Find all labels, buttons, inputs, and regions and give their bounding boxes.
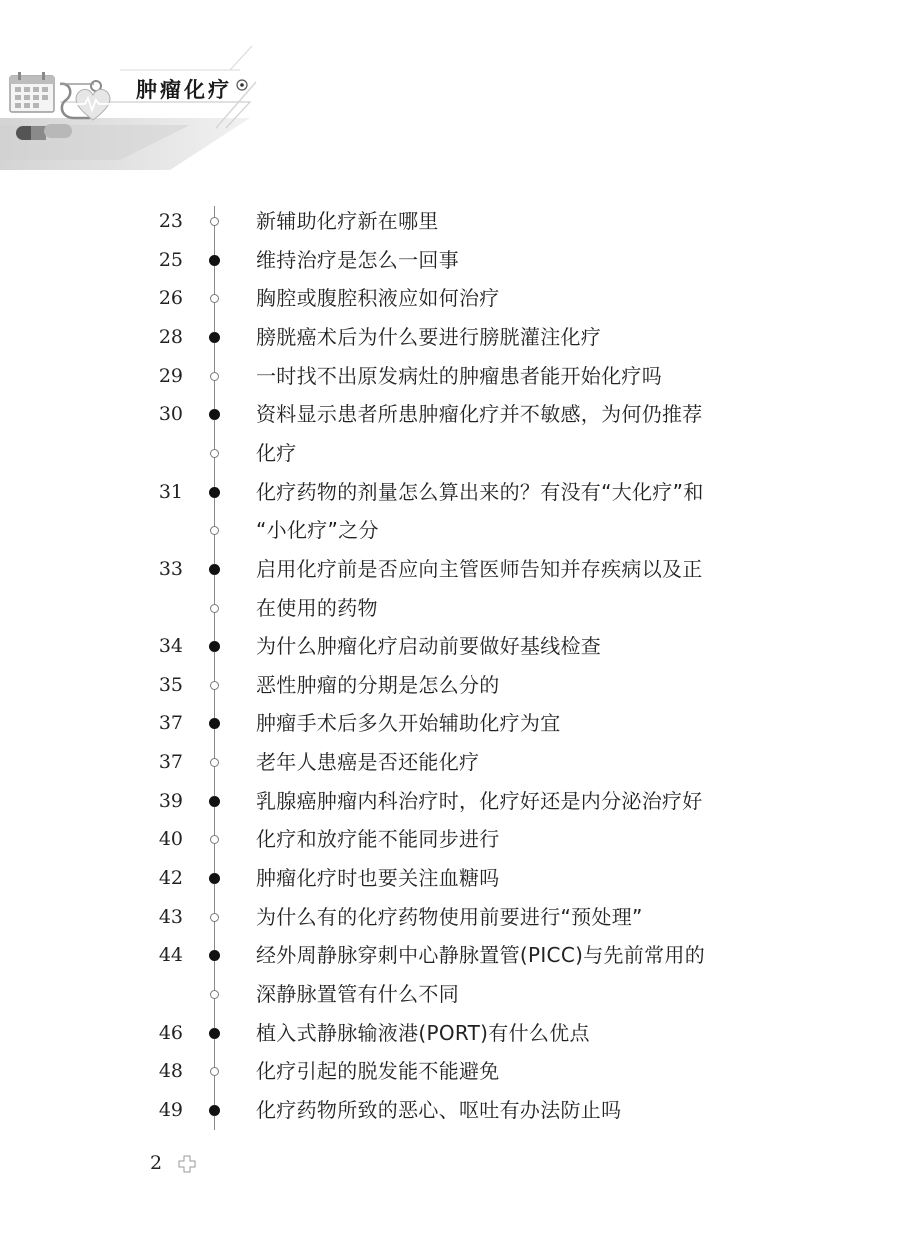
- toc-entry[interactable]: [0, 1091, 900, 1129]
- toc-entry-title: 化疗药物所致的恶心、呕吐有办法防止吗: [256, 1097, 622, 1122]
- toc-entry[interactable]: [0, 589, 900, 627]
- toc-page-number: 48: [158, 1060, 183, 1083]
- toc-page-number: 33: [158, 557, 183, 580]
- toc-page-number: 29: [158, 364, 183, 387]
- toc-page-number: 39: [158, 789, 183, 812]
- page-number: 2: [150, 1152, 163, 1174]
- toc-entry[interactable]: [0, 936, 900, 974]
- hollow-dot-icon: [210, 294, 219, 303]
- target-dot-icon: [235, 78, 249, 92]
- toc-page-number: 42: [158, 867, 183, 890]
- toc-entry-title: 胸腔或腹腔积液应如何治疗: [256, 286, 500, 311]
- hollow-dot-icon: [210, 372, 219, 381]
- toc-entry-title: 肿瘤手术后多久开始辅助化疗为宜: [256, 711, 561, 736]
- hollow-dot-icon: [210, 758, 219, 767]
- toc-entry[interactable]: [0, 898, 900, 936]
- toc-entry[interactable]: [0, 1052, 900, 1090]
- toc-page-number: 43: [158, 905, 183, 928]
- toc-entry[interactable]: [0, 202, 900, 240]
- toc-entry-title: 为什么有的化疗药物使用前要进行“预处理”: [256, 904, 643, 929]
- toc-entry-title: 经外周静脉穿刺中心静脉置管(PICC)与先前常用的: [256, 943, 705, 968]
- filled-dot-icon: [209, 718, 220, 729]
- toc-entry-title: 深静脉置管有什么不同: [256, 982, 459, 1006]
- toc-page-number: 37: [158, 751, 183, 774]
- plus-icon: [178, 1155, 196, 1173]
- toc-entry-title: 化疗: [256, 440, 297, 465]
- toc-entry[interactable]: [0, 241, 900, 279]
- hollow-dot-icon: [210, 1067, 219, 1076]
- toc-entry-title: 在使用的药物: [256, 595, 378, 620]
- toc-entry[interactable]: [0, 975, 900, 1013]
- toc-page-number: 34: [158, 635, 183, 658]
- toc-entry-title: 膀胱癌术后为什么要进行膀胱灌注化疗: [256, 324, 602, 349]
- toc-entry-title: 维持治疗是怎么一回事: [256, 247, 459, 272]
- filled-dot-icon: [209, 332, 220, 343]
- filled-dot-icon: [209, 564, 220, 575]
- toc-entry[interactable]: [0, 279, 900, 317]
- page-header: [0, 0, 900, 170]
- toc-entry-title: 肿瘤化疗时也要关注血糖吗: [256, 866, 500, 891]
- toc-entry-title: 老年人患癌是否还能化疗: [256, 750, 480, 775]
- hollow-dot-icon: [210, 526, 219, 535]
- hollow-dot-icon: [210, 681, 219, 690]
- filled-dot-icon: [209, 1105, 220, 1116]
- toc-entry[interactable]: [0, 473, 900, 511]
- heart-pulse-icon: [72, 86, 114, 122]
- toc-entry-title: 启用化疗前是否应向主管医师告知并存疾病以及正: [256, 556, 703, 581]
- toc-entry-title: 乳腺癌肿瘤内科治疗时，化疗好还是内分泌治疗好: [256, 788, 703, 813]
- toc-page-number: 25: [158, 248, 183, 271]
- header-banner: [0, 0, 900, 170]
- toc-entry-title: “小化疗”之分: [256, 518, 379, 543]
- toc-page-number: 40: [158, 828, 183, 851]
- toc-entry-title: 资料显示患者所患肿瘤化疗并不敏感，为何仍推荐: [256, 402, 703, 427]
- page-header-title: 肿瘤化疗: [136, 78, 232, 102]
- toc-page-number: 37: [158, 712, 183, 735]
- toc-page-number: 30: [158, 403, 183, 426]
- toc-page-number: 26: [158, 287, 183, 310]
- toc-entry[interactable]: [0, 318, 900, 356]
- hollow-dot-icon: [210, 990, 219, 999]
- toc-entry[interactable]: [0, 627, 900, 665]
- filled-dot-icon: [209, 409, 220, 420]
- hollow-dot-icon: [210, 449, 219, 458]
- toc-entry-title: 化疗引起的脱发能不能避免: [256, 1059, 500, 1084]
- filled-dot-icon: [209, 641, 220, 652]
- toc-entry[interactable]: [0, 511, 900, 549]
- hollow-dot-icon: [210, 217, 219, 226]
- toc-page-number: 35: [158, 673, 183, 696]
- filled-dot-icon: [209, 796, 220, 807]
- toc-page-number: 46: [158, 1021, 183, 1044]
- toc-entry[interactable]: [0, 859, 900, 897]
- toc-entry[interactable]: [0, 666, 900, 704]
- filled-dot-icon: [209, 487, 220, 498]
- hollow-dot-icon: [210, 913, 219, 922]
- toc-entry[interactable]: [0, 434, 900, 472]
- toc-page-number: 23: [158, 210, 183, 232]
- toc-entry-title: 一时找不出原发病灶的肿瘤患者能开始化疗吗: [256, 363, 662, 388]
- toc-entry[interactable]: [0, 782, 900, 820]
- toc-entry-title: 新辅助化疗新在哪里: [256, 209, 439, 233]
- hollow-dot-icon: [210, 835, 219, 844]
- toc-page-number: 44: [158, 944, 183, 967]
- toc-entry-title: 化疗和放疗能不能同步进行: [256, 827, 500, 852]
- toc-entry[interactable]: [0, 820, 900, 858]
- toc-entry[interactable]: [0, 357, 900, 395]
- toc-entry[interactable]: [0, 704, 900, 742]
- filled-dot-icon: [209, 1028, 220, 1039]
- toc-page-number: 28: [158, 325, 183, 348]
- toc-entry-title: 为什么肿瘤化疗启动前要做好基线检查: [256, 634, 602, 659]
- pill-icon: [14, 120, 76, 144]
- filled-dot-icon: [209, 255, 220, 266]
- filled-dot-icon: [209, 873, 220, 884]
- toc-entry[interactable]: [0, 743, 900, 781]
- toc-entry[interactable]: [0, 1014, 900, 1052]
- toc-entry-title: 植入式静脉输液港(PORT)有什么优点: [256, 1020, 590, 1045]
- toc-entry-title: 恶性肿瘤的分期是怎么分的: [256, 672, 500, 697]
- toc-entry-title: 化疗药物的剂量怎么算出来的？有没有“大化疗”和: [256, 479, 704, 504]
- toc-page-number: 49: [158, 1098, 183, 1121]
- toc-entry[interactable]: [0, 550, 900, 588]
- toc-entry[interactable]: [0, 395, 900, 433]
- toc-page-number: 31: [158, 480, 183, 503]
- hollow-dot-icon: [210, 604, 219, 613]
- filled-dot-icon: [209, 950, 220, 961]
